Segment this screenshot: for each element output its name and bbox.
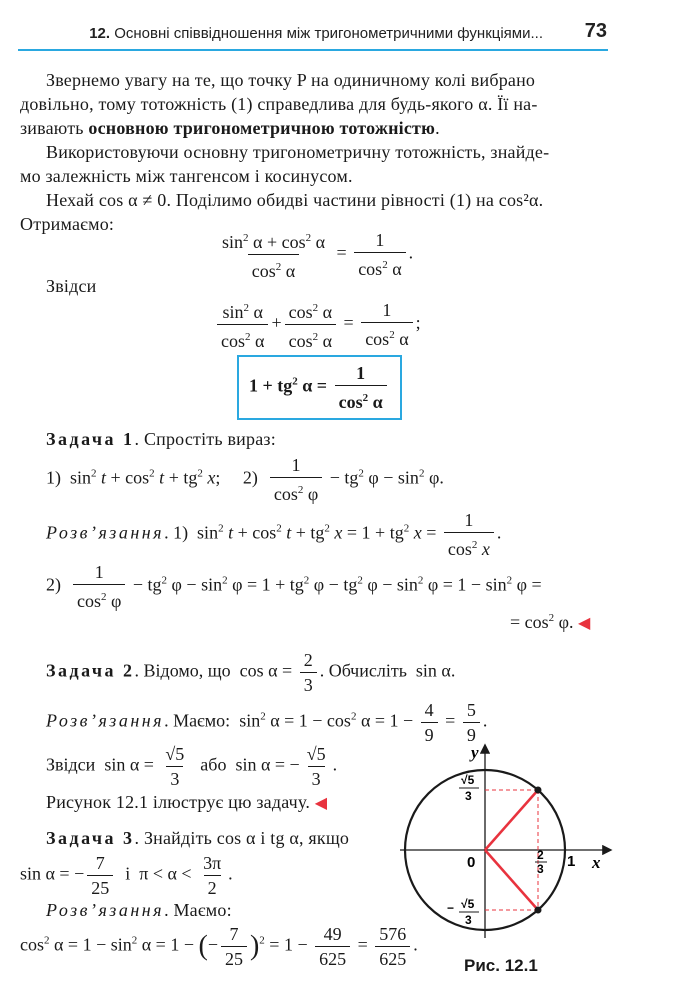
solution-2-line-1: Розв’язання. Маємо: $\sin^2 \alpha = 1 - \cos^2 \alpha = 1$ − $\frac{4}{9}$ = $\frac{5}{9}$ . [46, 700, 488, 745]
unit-circle-figure [395, 738, 620, 958]
page-header [0, 16, 695, 50]
svg-text:3: 3 [537, 862, 544, 876]
end-marker-icon: ◀ [578, 615, 591, 632]
paragraph-line: Звернемо увагу на те, що точку P на одиничному колі вибрано [46, 70, 536, 90]
solution-1-result: = $\cos^2 \varphi$. ◀ [510, 612, 591, 632]
boxed-formula: $1 + tg^2$ α = $\frac{1}{\cos^2 \alpha}$ [237, 355, 402, 420]
svg-text:3: 3 [465, 913, 472, 927]
y-label: y [471, 743, 479, 762]
svg-text:√5: √5 [461, 897, 475, 911]
paragraph-line: зивають основною тригонометричною тотожністю. [20, 118, 440, 138]
origin-label: 0 [467, 854, 476, 871]
formula-split: $\frac{\sin^2 \alpha}{\cos^2 \alpha}$ + $\frac{\cos^2 \alpha}{\cos^2 \alpha}$ = $\frac{1}{\cos^2 \alpha}$ ; [214, 298, 421, 351]
solution-2-line-2: Звідси sin α = $\frac{√5}{3}$ або sin α = − $\frac{√5}{3}$ . [46, 744, 338, 789]
svg-text:2: 2 [537, 848, 544, 862]
x-label: x [592, 853, 601, 872]
svg-text:−: − [447, 901, 455, 915]
task-3-condition: sin α = − $\frac{7}{25}$ і π < α < $\frac{3\pi}{2}$ . [20, 853, 233, 898]
point-lower [535, 907, 542, 914]
radius-upper [485, 790, 538, 850]
formula-identity-divided: $\frac{\sin^2 \alpha + \cos^2 \alpha}{\cos^2 \alpha}$ = $\frac{1}{\cos^2 \alpha}$ . [222, 230, 414, 281]
paragraph-line: Отримаємо: [20, 214, 115, 234]
radius-lower [485, 850, 538, 910]
paragraph-line: Нехай cos α ≠ 0. Поділимо обидві частини рівності (1) на cos²α. [46, 190, 544, 210]
point-upper [535, 787, 542, 794]
page-number: 73 [584, 20, 607, 42]
svg-text:√5: √5 [461, 773, 475, 787]
sqrt5-over-3-label [459, 773, 479, 803]
paragraph-line: Використовуючи основну тригонометричну тотожність, знайде- [46, 142, 550, 162]
figure-reference: Рисунок 12.1 ілюструє цю задачу. ◀ [46, 792, 328, 812]
solution-3-formula: $\cos^2 \alpha = 1 - \sin^2 \alpha = 1$ − (− $\frac{7}{25}$ )$^2$ = 1 − $\frac{49}{625}$ = $\frac{576}{625}$ . [20, 924, 418, 969]
two-thirds-label [535, 848, 547, 876]
figure-caption: Рис. 12.1 [464, 956, 538, 975]
solution-3-heading: Розв’язання. Маємо: [46, 900, 232, 920]
svg-text:3: 3 [465, 789, 472, 803]
paragraph-line: Звідси [46, 276, 97, 296]
paragraph-line: довільно, тому тотожність (1) справедлива для будь-якого α. Її на- [20, 94, 538, 114]
one-label: 1 [567, 853, 576, 870]
task-1-heading: Задача 1. Спростіть вираз: [46, 429, 276, 449]
chapter-title: 12. Основні співвідношення між тригонометричними функціями... [89, 25, 543, 42]
task-3-heading: Задача 3. Знайдіть cos α і tg α, якщо [46, 828, 350, 848]
solution-1-part-2: 2) $\frac{1}{\cos^2 \varphi}$ − $tg^2$ $\varphi - \sin^2 \varphi = 1 + tg^2$ $\varphi - tg^2$ $\varphi - \sin^2 \varphi = 1 - \sin^2 \varphi$ = [46, 562, 542, 611]
solution-1-part-1: Розв’язання. 1) $\sin^2 t + \cos^2 t + tg^2$ $x = 1 + tg^2$ x = $\frac{1}{\cos^2 x}$ . [46, 510, 502, 559]
header-divider [18, 49, 608, 51]
paragraph-line: мо залежність між тангенсом і косинусом. [20, 166, 353, 186]
end-marker-icon: ◀ [314, 795, 328, 812]
task-2-heading: Задача 2. Відомо, що cos α = $\frac{2}{3}$ . Обчисліть sin α. [46, 650, 456, 695]
task-1-expressions: 1) $\sin^2 t + \cos^2 t + tg^2$ x; 2) $\frac{1}{\cos^2 \varphi}$ − $tg^2$ $\varphi - \sin^2 \varphi$. [46, 455, 444, 504]
